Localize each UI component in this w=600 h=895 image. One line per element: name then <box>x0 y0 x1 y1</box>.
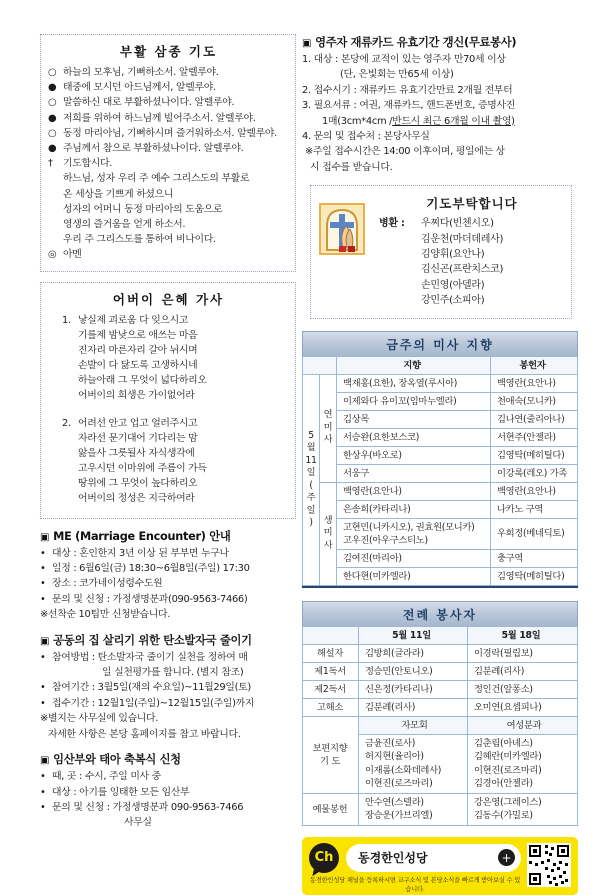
qr-code <box>527 843 571 887</box>
sick-person: 김운천(마더데레사) <box>421 233 504 245</box>
group-char: 사 <box>323 539 333 551</box>
line-bullet: ● <box>48 82 57 94</box>
hymn-verse-1 <box>62 313 289 403</box>
item-text: 참여방법 : 탄소발자국 줄이기 실천을 정하여 매 <box>52 651 248 663</box>
me-item <box>40 576 296 591</box>
verse-line: 낳실제 괴로움 다 잊으시고 <box>78 314 189 326</box>
carbon-footprint-section <box>40 632 296 742</box>
line-text: 태중에 모시던 아드님께서, 알렐루야. <box>63 82 216 94</box>
volunteer-names-cell <box>359 734 468 793</box>
verse-line: 어려선 안고 업고 얼러주시고 <box>78 417 198 429</box>
left-column <box>40 34 296 831</box>
offerer-cell: 백영란(요안나) <box>491 482 578 500</box>
sick-person: 강민주(소피아) <box>421 295 485 307</box>
prayer-request-content <box>371 194 565 308</box>
mass-intentions <box>302 331 578 588</box>
offerer-cell: 서현주(안젤라) <box>491 428 578 446</box>
kakao-caption: 동경한인성당 채널을 등록하시면 교구소식 및 본당소식을 빠르게 받아보실 수 있습니다. <box>309 876 521 893</box>
intention-cell: 백영란(요안나) <box>337 482 491 500</box>
volunteer-name: 김혜란(미카엘라) <box>474 751 542 763</box>
volunteer-name: 강은영(그레이스) <box>474 796 542 808</box>
volunteer-cell: 김분례(리사) <box>359 698 468 716</box>
right-column <box>302 34 578 895</box>
table-row <box>303 428 578 446</box>
volunteer-name: 안수연(스텔라) <box>365 796 424 808</box>
intention-cell: 한상우(바오로) <box>337 446 491 464</box>
table-row <box>303 716 578 734</box>
sick-person: 김신곤(프란치스코) <box>421 264 504 276</box>
kakao-banner-left <box>309 843 521 893</box>
volunteer-cell: 김방희(글라라) <box>359 644 468 662</box>
me-section-title <box>40 528 296 544</box>
item-text: 장소 : 코가네이성령수도원 <box>52 578 163 590</box>
offering-label: 예물봉헌 <box>303 793 359 825</box>
underlined-part: 반드시 최근 6개월 이내 촬영) <box>392 115 515 127</box>
verse-line: 앓을사 그릇될사 자식생각에 <box>78 447 195 459</box>
group-char: 연 <box>323 409 333 421</box>
volunteer-name: 김경아(안젤라) <box>474 778 533 790</box>
group-char: 사 <box>323 434 333 446</box>
group-char: 생 <box>323 514 333 526</box>
table-row <box>303 500 578 518</box>
line-text: 말씀하신 대로 부활하셨나이다. 알렐루야. <box>63 97 235 109</box>
item-bullet: • <box>40 651 46 663</box>
residence-section-title <box>302 34 578 50</box>
square-bullet-icon: ▣ <box>40 755 50 767</box>
offerer-cell: 김영탁(메히틸다) <box>491 567 578 585</box>
maternity-item <box>40 800 296 815</box>
add-channel-icon: + <box>498 849 515 866</box>
channel-pill <box>346 844 521 872</box>
residence-line: (단, 은빛회는 만65세 이상) <box>340 69 454 81</box>
angelus-line <box>48 111 289 126</box>
sick-person: 손민영(아델라) <box>421 279 485 291</box>
intention-cell: 이제와다 유이꼬(임마누엘라) <box>337 392 491 410</box>
date-cell <box>303 374 320 585</box>
title-part: ME <box>53 529 72 543</box>
offerer-header: 봉헌자 <box>491 356 578 374</box>
square-bullet-icon: ▣ <box>302 38 312 49</box>
table-row <box>303 392 578 410</box>
offerer-cell: 김영탁(메히틸다) <box>491 446 578 464</box>
verse-line: 자라선 문기대어 기다리는 맘 <box>78 432 198 444</box>
volunteer-names-cell <box>468 793 578 825</box>
volunteer-cell: 이경락(필립보) <box>468 644 578 662</box>
item-bullet: • <box>40 771 46 783</box>
carbon-item <box>40 680 296 695</box>
angelus-line <box>48 126 289 141</box>
mass-intentions-title: 금주의 미사 지향 <box>302 331 578 357</box>
kakao-channel-icon: Ch <box>309 843 339 873</box>
volunteer-name: 장승운(가브리엘) <box>365 810 433 822</box>
me-section <box>40 528 296 623</box>
carbon-item <box>40 650 296 665</box>
channel-name: 동경한인성당 <box>358 851 428 866</box>
line-bullet: ◎ <box>48 249 57 261</box>
group-char: 미 <box>323 421 333 433</box>
title-part: 안내 <box>209 529 231 543</box>
subgroup-header: 여성분과 <box>468 716 578 734</box>
maternity-section-title <box>40 751 296 767</box>
verse-number: 2. <box>62 417 71 429</box>
table-row <box>303 680 578 698</box>
verse-number: 1. <box>62 314 71 326</box>
volunteer-names-cell <box>468 734 578 793</box>
table-row <box>303 567 578 585</box>
maternity-item-cont: 사무실 <box>124 817 152 829</box>
date-char: 주 <box>306 492 316 504</box>
offerer-cell: 김나연(줄리아나) <box>491 410 578 428</box>
angelus-line <box>48 95 289 110</box>
item-bullet: • <box>40 547 46 559</box>
title-part: 공동의 집 살리기 위한 탄소발자국 줄이기 <box>53 633 252 647</box>
offerer-cell: 우희정(베네딕토) <box>491 518 578 549</box>
offerer-cell: 나카노 구역 <box>491 500 578 518</box>
angelus-prayer-line: 성자의 어머니 동정 마리아의 도움으로 <box>63 203 223 215</box>
line-bullet: ○ <box>48 67 57 78</box>
intention-cell: 한다현(미카엘라) <box>337 567 491 585</box>
line-text: 동정 마리아님, 기뻐하시며 즐거워하소서. 알렐루야. <box>63 127 277 139</box>
intention-cell: 김여진(마리아) <box>337 549 491 567</box>
carbon-item-cont: 일 실천평가를 합니다. (별지 참조) <box>102 667 244 679</box>
angelus-prayer-line: 우리 주 그리스도를 통하여 비나이다. <box>63 234 216 246</box>
item-text: 대상 : 혼인한지 3년 이상 된 부부면 누구나 <box>52 547 229 559</box>
role-label: 제2독서 <box>303 680 359 698</box>
line-part: 1매(3cm*4cm / <box>322 115 393 127</box>
me-item <box>40 561 296 576</box>
line-bullet: ● <box>48 143 57 155</box>
angelus-line <box>48 65 289 80</box>
volunteer-name: 이현진(로즈마리) <box>474 764 542 776</box>
prayer-request-title: 기도부탁합니다 <box>426 196 518 212</box>
table-row <box>303 793 578 825</box>
residence-card-section <box>302 34 578 175</box>
item-bullet: • <box>40 563 46 575</box>
title-part: 임산부와 태아 축복식 신청 <box>53 753 181 767</box>
verse-line: 하늘아래 그 무엇이 넓다하리오 <box>78 374 207 386</box>
volunteers-title: 전례 봉사자 <box>302 601 578 627</box>
parents-hymn-box <box>40 282 296 519</box>
angelus-amen-line <box>48 247 289 262</box>
role-label: 제1독서 <box>303 662 359 680</box>
intention-line: 고우진(아우구스티노) <box>343 534 428 546</box>
date-char: 일 <box>306 504 316 516</box>
easter-angelus-box <box>40 34 296 272</box>
intention-cell: 은송희(카타리나) <box>337 500 491 518</box>
item-text: 대상 : 아기를 잉태한 모든 임산부 <box>52 786 190 798</box>
item-bullet: • <box>40 593 46 605</box>
volunteer-cell: 김분례(리사) <box>468 662 578 680</box>
prayer-request-row <box>379 216 565 308</box>
angelus-prayer-line: 영생의 즐거움을 얻게 하소서. <box>63 219 186 231</box>
maternity-item <box>40 785 296 800</box>
line-text: 기도합시다. <box>63 158 113 170</box>
square-bullet-icon: ▣ <box>40 531 50 543</box>
verse-line: 어버이의 정성은 지극하여라 <box>78 492 195 504</box>
date-header: 5월 18일 <box>468 626 578 644</box>
carbon-section-title <box>40 632 296 648</box>
volunteer-name: 금윤진(로사) <box>365 737 416 749</box>
role-label: 해설자 <box>303 644 359 662</box>
angelus-line <box>48 141 289 156</box>
volunteer-name: 이현진(로즈마리) <box>365 778 433 790</box>
volunteer-name: 이재롬(소화데레사) <box>365 764 442 776</box>
carbon-note: 자세한 사항은 본당 홈페이지를 참고 바랍니다. <box>48 728 241 740</box>
residence-line <box>302 114 578 129</box>
role-label: 고해소 <box>303 698 359 716</box>
item-bullet: • <box>40 682 46 694</box>
volunteer-name: 김춘림(아녜스) <box>474 737 533 749</box>
me-item <box>40 592 296 607</box>
table-row <box>303 644 578 662</box>
residence-line: 4. 문의 및 접수처 : 본당사무실 <box>302 131 430 143</box>
line-text: 아멘 <box>63 249 82 261</box>
maternity-blessing-section <box>40 751 296 831</box>
intention-cell: 서승완(요한보스코) <box>337 428 491 446</box>
verse-line: 진자리 마른자리 갈아 뉘시며 <box>78 344 198 356</box>
residence-line: 1. 대상 : 본당에 교적이 있는 영주자 만70세 이상 <box>302 54 506 65</box>
angelus-prayer-line: 온 세상을 기쁘게 하셨으니 <box>63 188 174 200</box>
line-text: 주님께서 참으로 부활하셨나이다. 알렐루야. <box>63 143 244 155</box>
volunteer-cell: 오미연(요셉피나) <box>468 698 578 716</box>
table-row <box>303 698 578 716</box>
date-header: 5월 11일 <box>359 626 468 644</box>
me-item <box>40 546 296 561</box>
carbon-item <box>40 696 296 711</box>
me-note: ※선착순 10팀만 신청받습니다. <box>40 609 171 621</box>
offerer-cell: 이강록(레오) 가족 <box>491 464 578 482</box>
table-row <box>303 446 578 464</box>
volunteer-cell: 신은정(카타리나) <box>359 680 468 698</box>
table-row <box>303 410 578 428</box>
volunteer-name: 허지현(율리아) <box>365 751 424 763</box>
intention-cell: 김상목 <box>337 410 491 428</box>
item-bullet: • <box>40 786 46 798</box>
kakao-banner-row <box>309 843 521 873</box>
offerer-cell: 충구역 <box>491 549 578 567</box>
intention-header: 지향 <box>337 356 491 374</box>
date-char: ) <box>309 517 313 529</box>
date-char: ( <box>309 479 313 491</box>
date-char: 월 <box>306 442 316 454</box>
requiem-mass-group-cell <box>320 374 337 482</box>
intention-cell: 서웅구 <box>337 464 491 482</box>
angelus-title: 부활 삼종 기도 <box>119 44 218 59</box>
line-text: 저희를 위하여 하느님께 빌어주소서. 알렐루야. <box>63 112 256 124</box>
angelus-prayer-line: 하느님, 성자 우리 주 예수 그리스도의 부활로 <box>63 173 250 185</box>
item-text: 참여기간 : 3월5일(재의 수요일)~11월29일(토) <box>52 682 251 694</box>
table-row <box>303 482 578 500</box>
verse-line: 기를제 밤낮으로 애쓰는 마음 <box>78 329 198 341</box>
prayer-request-box <box>310 185 572 318</box>
living-mass-group-cell <box>320 482 337 585</box>
sick-person: 김양휘(요안나) <box>421 249 485 261</box>
item-bullet: • <box>40 578 46 590</box>
date-char: 5 <box>308 429 314 441</box>
hymn-verse-2 <box>62 416 289 506</box>
square-bullet-icon: ▣ <box>40 635 50 647</box>
angelus-line <box>48 80 289 95</box>
liturgy-volunteers <box>302 601 578 826</box>
hymn-title: 어버이 은혜 가사 <box>112 291 225 307</box>
sick-person: 우찌다(빈첸시오) <box>421 218 494 230</box>
residence-line: 3. 필요서류 : 여권, 재류카드, 핸드폰번호, 증명사진 <box>302 100 515 112</box>
subgroup-header: 자모회 <box>359 716 468 734</box>
table-row <box>303 662 578 680</box>
offerer-cell: 백영란(요안나) <box>491 374 578 392</box>
verse-line: 고우시던 이마위에 주름이 가득 <box>78 462 207 474</box>
residence-line: 2. 접수시기 : 재류카드 유효기간만료 2개월 전부터 <box>302 84 513 96</box>
line-bullet: ○ <box>48 127 57 139</box>
volunteer-name: 김동수(가밀로) <box>474 810 533 822</box>
date-char: 일 <box>306 467 316 479</box>
angelus-line <box>48 156 289 171</box>
sickness-names <box>421 216 503 308</box>
verse-lines <box>78 313 207 403</box>
item-bullet: • <box>40 801 46 813</box>
praying-hands-icon <box>319 194 371 260</box>
verse-line: 땅위에 그 무엇이 높다하리오 <box>78 477 198 489</box>
volunteer-cell: 정인건(알퐁소) <box>468 680 578 698</box>
intention-cell: 백재홍(요한), 장옥열(루시아) <box>337 374 491 392</box>
volunteer-cell: 정승민(안토니오) <box>359 662 468 680</box>
verse-line: 손발이 다 닳도록 고생하시네 <box>78 359 198 371</box>
corner-cell <box>303 626 359 644</box>
item-text: 일정 : 6월6일(금) 18:30~6월8일(주일) 17:30 <box>52 563 250 575</box>
intention-line: 고현민(니카시오), 권효원(모니카) <box>343 521 475 533</box>
item-text: 문의 및 신청 : 가정생명분과 090-9563-7466 <box>52 801 244 813</box>
table-row <box>303 464 578 482</box>
label-line: 보편지향 <box>312 742 348 754</box>
universal-prayer-label <box>303 716 359 793</box>
offerer-cell: 천애숙(모니카) <box>491 392 578 410</box>
line-bullet: † <box>48 158 53 170</box>
item-text: 문의 및 신청 : 가정생명분과(090-9563-7466) <box>52 593 248 605</box>
carbon-note: ※별지는 사무실에 있습니다. <box>40 713 159 725</box>
mass-intentions-table <box>302 356 578 586</box>
sickness-label: 병환 : <box>379 218 405 230</box>
item-text: 때, 곳 : 수시, 주일 미사 중 <box>52 771 161 783</box>
residence-line: ※주일 접수시간은 14:00 이후이며, 평일에는 상 <box>305 146 505 158</box>
date-char: 11 <box>305 454 317 466</box>
table-row <box>303 518 578 549</box>
intention-cell <box>337 518 491 549</box>
maternity-item <box>40 769 296 784</box>
title-part: (Marriage Encounter) <box>75 529 206 543</box>
line-bullet: ○ <box>48 97 57 109</box>
item-text: 접수기간 : 12월1일(주일)~12월15일(주일)까지 <box>52 697 255 709</box>
group-char: 미 <box>323 527 333 539</box>
line-bullet: ● <box>48 112 57 124</box>
volunteers-table <box>302 626 578 826</box>
verse-lines <box>78 416 207 506</box>
kakao-channel-banner <box>302 837 578 895</box>
label-line: 기 도 <box>319 755 341 767</box>
line-text: 하늘의 모후님, 기뻐하소서. 알렐루야. <box>63 67 219 78</box>
table-row <box>303 549 578 567</box>
verse-line: 어버이의 희생은 가이없어라 <box>78 389 195 401</box>
corner-cell <box>303 356 337 374</box>
residence-line: 시 접수를 받습니다. <box>310 161 393 173</box>
item-bullet: • <box>40 697 46 709</box>
volunteer-names-cell <box>359 793 468 825</box>
title-part: 영주자 재류카드 유효기간 갱신(무료봉사) <box>315 36 517 49</box>
